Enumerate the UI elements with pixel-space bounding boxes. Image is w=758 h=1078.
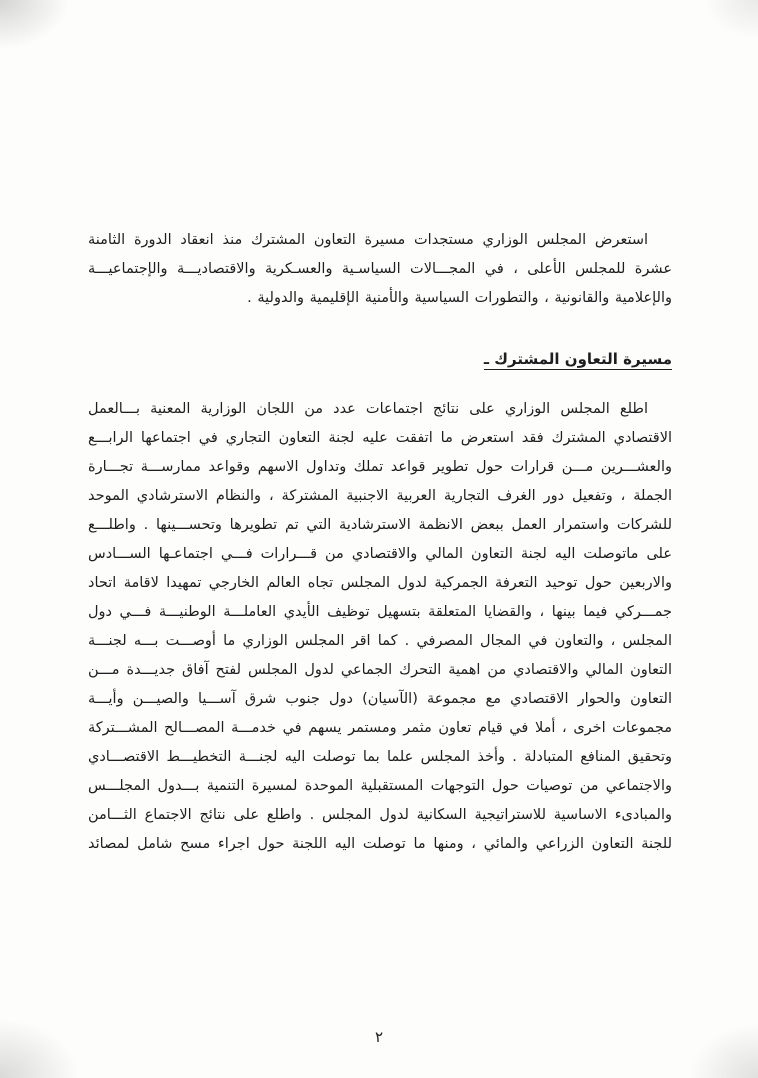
paragraph-line: استعرض المجلس الوزاري مستجدات مسيرة التعاون المشترك منذ انعقاد الدورة الثامنة bbox=[88, 232, 648, 248]
scan-artifact-top-left bbox=[0, 0, 70, 50]
page-number: ٢ bbox=[374, 1028, 384, 1046]
paragraph-line: عشرة للمجلس الأعلى ، في المجـــالات السياسـية والعسـكرية والاقتصاديـــة والإجتماعيـــة bbox=[88, 261, 672, 277]
paragraph-line: التعاون المالي والاقتصادي من اهمية التحرك الجماعي لدول المجلس لفتح آفاق جديـــدة مـــن bbox=[88, 662, 672, 678]
intro-paragraph bbox=[88, 226, 672, 313]
paragraph-line: مجموعات اخرى ، أملا في قيام تعاون مثمر ومستمر يسهم في خدمـــة المصـــالح المشـــتركة bbox=[88, 720, 672, 736]
scan-artifact-top-right bbox=[703, 0, 758, 40]
paragraph-line: المجلس ، والتعاون في المجال المصرفي . كما اقر المجلس الوزاري ما أوصـــت بـــه لجنـــة bbox=[88, 633, 672, 649]
paragraph-line: الجملة ، وتفعيل دور الغرف التجارية العربية الاجنبية المشتركة ، والنظام الاسترشادي الموحد bbox=[88, 488, 672, 504]
text-block bbox=[88, 226, 672, 859]
paragraph-line: الاقتصادي المشترك فقد استعرض ما اتفقت عليه لجنة التعاون التجاري في اجتماعها الرابـــع bbox=[88, 430, 672, 446]
scan-artifact-bottom-left bbox=[0, 1018, 80, 1078]
paragraph-line: للشركات واستمرار العمل ببعض الانظمة الاسترشادية التي تم تطويرها وتحســـينها . واطلـــع bbox=[88, 517, 672, 533]
paragraph-line: والعشـــرين مـــن قرارات حول تطوير قواعد تملك وتداول الاسهم وقواعد ممارســـة تجـــارة bbox=[88, 459, 672, 475]
paragraph-line: وتحقيق المنافع المتبادلة . وأخذ المجلس علما بما توصلت اليه لجنـــة التخطيـــط الاقتصـــادي bbox=[88, 749, 672, 765]
section-heading: مسيرة التعاون المشترك ـ bbox=[483, 350, 672, 368]
paragraph-line: اطلع المجلس الوزاري على نتائج اجتماعات عدد من اللجان الوزارية المعنية بـــالعمل bbox=[88, 401, 648, 417]
paragraph-line: على ماتوصلت اليه لجنة التعاون المالي والاقتصادي من قـــرارات فـــي اجتماعـها الســـادس bbox=[88, 546, 672, 562]
body-paragraph bbox=[88, 395, 672, 859]
paragraph-line: للجنة التعاون الزراعي والمائي ، ومنها ما توصلت اليه اللجنة حول اجراء مسح شامل لمصائد bbox=[88, 836, 672, 852]
paragraph-line: والمبادىء الاساسية للاستراتيجية السكانية لدول المجلس . واطلع على نتائج الاجتماع الثـــامن bbox=[88, 807, 672, 823]
paragraph-line: والإعلامية والقانونية ، والتطورات السياسية والأمنية الإقليمية والدولية . bbox=[247, 290, 672, 306]
paragraph-line: والاجتماعي من توصيات حول التوجهات المستقبلية الموحدة لمسيرة التنمية بـــدول المجلـــس bbox=[88, 778, 672, 794]
paragraph-line: التعاون والحوار الاقتصادي مع مجموعة (الآسيان) دول جنوب شرق آســـيا والصيـــن وأيـــة bbox=[88, 691, 672, 707]
paragraph-line: والاربعين حول توحيد التعرفة الجمركية لدول المجلس تجاه العالم الخارجي تمهيدا لاقامة اتحاد bbox=[88, 575, 672, 591]
paragraph-line: جمـــركي فيما بينها ، والقضايا المتعلقة بتسهيل توظيف الأيدي العاملـــة الوطنيـــة فـــي دول bbox=[88, 604, 672, 620]
